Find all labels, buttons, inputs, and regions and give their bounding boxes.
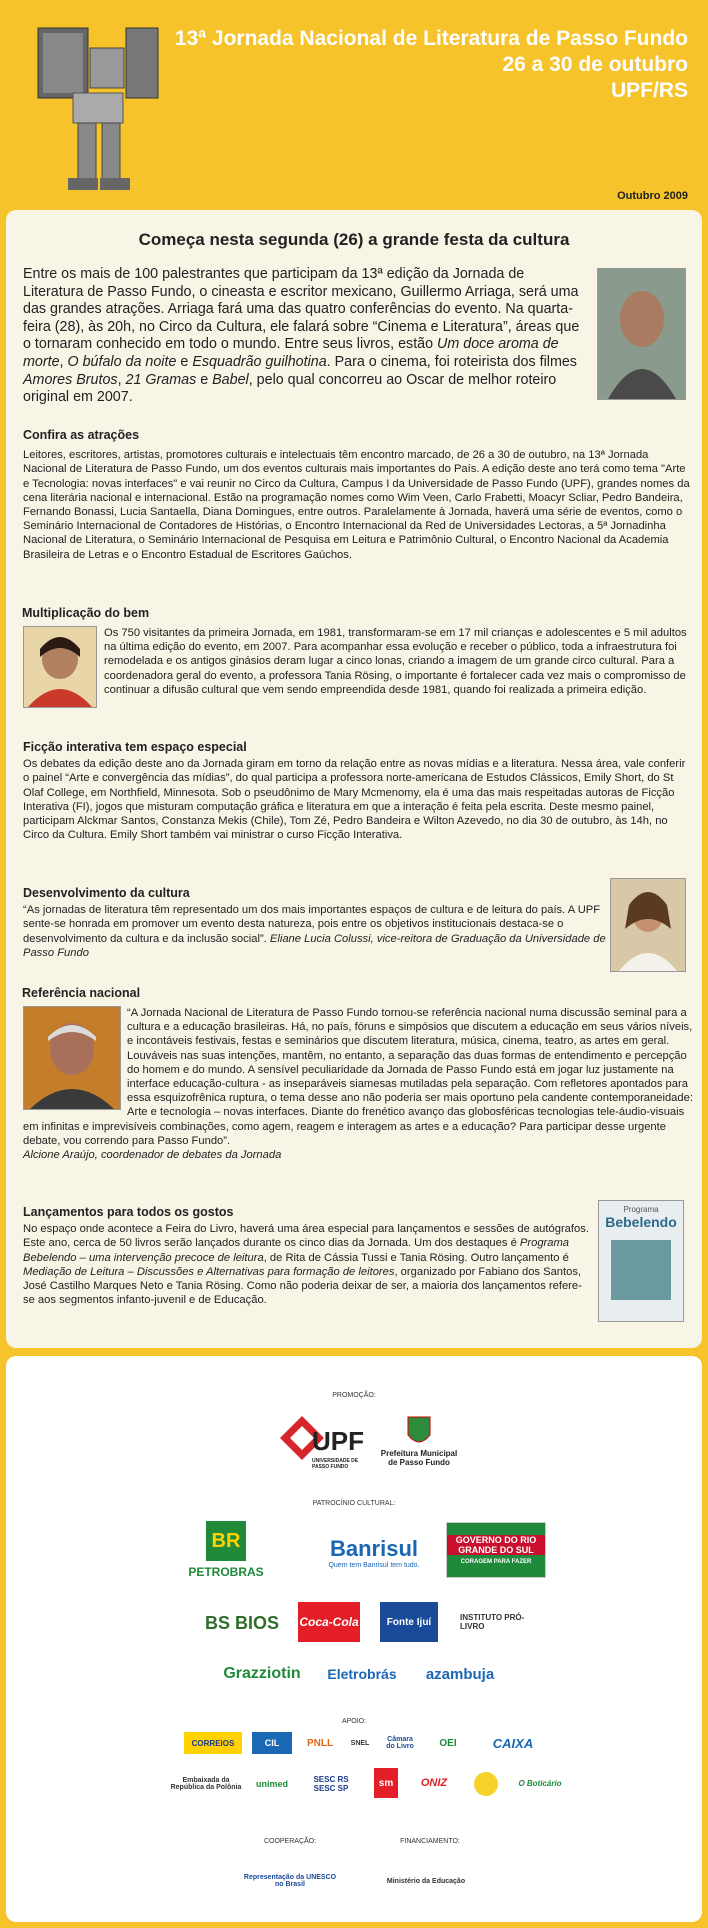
text-part: , de Rita de Cássia Tussi e Tania Rösing. Outro lançamento é (263, 1251, 569, 1264)
header-title-line1: 13ª Jornada Nacional de Literatura de Passo Fundo (174, 27, 688, 50)
banrisul-text: Banrisul (329, 1535, 419, 1561)
logo-boticario: O Boticário (518, 1778, 562, 1788)
section-desenvolvimento (23, 886, 608, 960)
governo-subtext: CORAGEM PARA FAZER (460, 1559, 532, 1565)
intro-sep: , pelo qual concorreu ao Oscar de melhor roteiro original em 2007. (23, 371, 557, 406)
petrobras-text: PETROBRAS (188, 1565, 264, 1579)
section-title: Multiplicação do bem (22, 606, 150, 620)
section-text (23, 1222, 593, 1307)
text-float-spacer (23, 1006, 127, 1116)
photo-tania-rosing (23, 626, 97, 708)
logo-correios: CORREIOS (184, 1732, 242, 1754)
book-cover-title: Bebelendo (605, 1214, 677, 1230)
logo-upf (278, 1414, 370, 1470)
logo-azambuja: azambuja (425, 1665, 495, 1683)
book-cover-label: Programa (623, 1205, 659, 1214)
logo-coca-cola: Coca-Cola (298, 1602, 360, 1642)
section-multiplicacao (22, 606, 692, 623)
intro-text (23, 266, 583, 407)
logo-oei: OEI (439, 1737, 457, 1749)
section-title: Ficção interativa tem espaço especial (23, 740, 247, 754)
quote-author: Alcione Araújo, coordenador de debates da Jornada (23, 1149, 282, 1162)
logo-pnll: PNLL (306, 1737, 334, 1749)
label-financiamento: FINANCIAMENTO: (400, 1838, 460, 1845)
header-title-line2: 26 a 30 de outubro (502, 53, 688, 76)
section-text: Os debates da edição deste ano da Jornada giram em torno da relação entre as novas mídias e a literatura. Nessa área, vale conferir o painel “Arte e convergência das mídias”, do qual participa a professora norte-americana de Estudos Clássicos, Emily Short, do St Olaf College, em Northfield, Minnesota. Sob o pseudônimo de Mary Mcmenomy, ela é uma das mais respeitadas autoras de Ficção Interativa (FI), jogos que misturam computação gráfica e literatura em que a interação é feita pela escrita. Deste mesmo painel, participam Alckmar Santos, Constanza Mekis (Chile), Tom Zé, Pedro Bandeira e Wilton Azevedo, no dia 30 de outubro, às 14h, no Circo da Cultura. Emily Short também vai ministrar o curso Ficção Interativa. (23, 758, 686, 842)
intro-sep: e (196, 371, 213, 388)
header-title-line3: UPF/RS (610, 79, 688, 102)
logo-unesco: Representação da UNESCO no Brasil (243, 1874, 337, 1888)
section-text: Os 750 visitantes da primeira Jornada, em 1981, transformaram-se em 17 mil crianças e adolescentes e 5 mil adultos na última edição do evento, em 2007. Para acompanhar essa evolução e receber o público, toda a infraestrutura foi remodelada e os antigos ginásios deram lugar a cinco lonas, criando a imagem de um grande circo cultural. Para a coordenadora geral do evento, a professora Tania Rösing, o importante é fortalecer cada vez mais o compromisso de continuar a difusão cultural que vem sendo empreendida desde 1981, quando foi realizada a primeira edição. (104, 627, 687, 696)
upf-subtext: UNIVERSIDADE DE PASSO FUNDO (312, 1458, 359, 1470)
logo-grazziotin: Grazziotin (223, 1665, 301, 1682)
logo-sm: sm (374, 1768, 398, 1798)
governo-text: GOVERNO DO RIO GRANDE DO SUL (447, 1535, 545, 1555)
logo-fonte-ijui: Fonte Ijuí (380, 1602, 438, 1642)
intro-book-title: O búfalo da noite (67, 353, 177, 370)
intro-film-title: Amores Brutos (23, 371, 118, 388)
section-title: Referência nacional (22, 986, 141, 1000)
sun-logo-icon (468, 1766, 504, 1802)
content-panel (6, 210, 702, 1348)
intro-film-title: Babel (212, 371, 249, 388)
logo-unimed: unimed (255, 1779, 288, 1789)
text-part: , organizado por Fabiano dos Santos, José Castilho Marques Neto e Tania Rösing. Como não poderia deixar de ser, a maioria dos lançamentos refere-se aos segmentos infanto-juvenil e de Educação. (23, 1265, 582, 1307)
intro-book-title: Um doce aroma de morte (23, 336, 559, 370)
logo-bsbios: BS BIOS (204, 1612, 279, 1633)
logo-oniz: ONIZ (420, 1777, 448, 1789)
header-date: Outubro 2009 (617, 190, 688, 202)
robot-illustration (18, 18, 168, 198)
text-part: No espaço onde acontece a Feira do Livro, haverá uma área especial para lançamentos e sessões de autógrafos. Este ano, cerca de 50 livros serão lançados durante os cinco dias da Jornada. Um dos destaques é (23, 1223, 589, 1250)
header (0, 0, 708, 208)
intro-sep: , (117, 371, 126, 388)
main-title: Começa nesta segunda (26) a grande festa da cultura (138, 230, 570, 249)
section-text-wrap (23, 1006, 693, 1162)
intro-sep: e (176, 353, 193, 370)
logo-prefeitura (378, 1408, 460, 1474)
banrisul-subtext: Quem tem Banrisul tem tudo. (328, 1561, 420, 1569)
photo-guillermo-arriaga (597, 268, 686, 400)
logo-governo-rs (446, 1522, 546, 1578)
section-atracoes (23, 428, 693, 562)
coat-of-arms-icon (406, 1415, 432, 1449)
label-patrocinio: PATROCÍNIO CULTURAL: (312, 1500, 396, 1507)
section-ficcao (23, 740, 693, 842)
label-promocao: PROMOÇÃO: (332, 1392, 376, 1399)
logo-cil: CIL (252, 1732, 292, 1754)
book-title: Programa Bebelendo – uma intervenção precoce de leitura (23, 1237, 570, 1264)
logo-petrobras (188, 1518, 264, 1582)
intro-part: Entre os mais de 100 palestrantes que participam da 13ª edição da Jornada de Literatura de Passo Fundo, o cineasta e escritor mexicano, Guillermo Arriaga, será uma das grandes atrações. Arriaga fará uma das quatro conferências do evento. Na quarta-feira (28), às 20h, no Circo da Cultura, ele falará sobre “Cinema e Literatura”, áreas que o tornaram conhecido em todo o mundo. Entre seus livros, estão (23, 266, 580, 353)
logo-instituto-pro-livro: INSTITUTO PRÓ-LIVRO (460, 1613, 525, 1631)
sponsors-panel (6, 1356, 702, 1922)
intro-film-title: 21 Gramas (125, 371, 197, 388)
quote-text: “As jornadas de literatura têm representado um dos mais importantes espaços de cultura e de leitura do país. A UPF sente-se honrada em promover um evento desta natureza, pois entre os objetivos institucionais destaca-se o desenvolvimento da cultura e da inclusão social”. (23, 904, 601, 945)
logo-financiamento: Ministério da Educação (386, 1877, 466, 1885)
intro-sep: , (59, 353, 68, 370)
logo-caixa: CAIXA (492, 1735, 534, 1751)
intro-book-title: Esquadrão guilhotina (192, 353, 327, 370)
book-cover-image (611, 1240, 671, 1300)
section-title: Desenvolvimento da cultura (23, 886, 190, 900)
section-referencia (22, 986, 692, 1003)
logo-snel: SNEL (350, 1739, 370, 1747)
intro-sep: . Para o cinema, foi roteirista dos filmes (326, 353, 577, 370)
section-title: Confira as atrações (23, 428, 140, 442)
prefeitura-text: Prefeitura Municipal de Passo Fundo (380, 1449, 458, 1467)
section-text (23, 903, 608, 960)
book-cover-bebelendo (598, 1200, 684, 1322)
section-title: Lançamentos para todos os gostos (23, 1205, 234, 1219)
quote-author: Eliane Lucia Colussi, vice-reitora de Graduação da Universidade de Passo Fundo (23, 932, 606, 959)
section-lancamentos (23, 1205, 593, 1307)
section-text: Leitores, escritores, artistas, promotores culturais e intelectuais têm encontro marcado, de 26 a 30 de outubro, na 13ª Jornada Nacional de Literatura de Passo Fundo, um dos eventos culturais mais importantes do País. A edição deste ano terá como tema "Arte e Tecnologia: novas interfaces" e vai reunir no Circo da Cultura, Campus I da Universidade de Passo Fundo (UPF), grandes nomes da cena literária nacional e internacional. Estão na programação nomes como Wim Veen, Carlo Frabetti, Moacyr Scliar, Pedro Bandeira, Fernando Bonassi, Lucia Santaella, Diana Domingues, entre outros. Paralelamente à Jornada, haverá uma série de eventos, como o Seminário Internacional de Contadores de Histórias, o Encontro Internacional da Red de Universidades Lectoras, a 5ª Jornadinha Nacional de Literatura, o Seminário Internacional de Pesquisa em Leitura e Patrimônio Cultural, o Encontro Nacional da Academia Brasileira de Letras e o Encontro Estadual de Escritores Gaúchos. (23, 449, 690, 561)
logo-camara-livro: Câmara do Livro (386, 1736, 414, 1750)
label-apoio: APOIO: (341, 1718, 367, 1725)
quote-text: “A Jornada Nacional de Literatura de Passo Fundo tornou-se referência nacional numa discussão seminal para a cultura e a educação brasileiras. Há, no país, fóruns e simpósios que discutem a educação em seus vários níveis, e incontáveis festivais, festas e seminários que discutem literatura, música, cinema, teatro, as artes em geral. Louváveis nas suas intenções, mantêm, no entanto, a separação das duas formas de entendimento e percepção do homem e do mundo. A sensível peculiaridade da Jornada de Passo Fundo está em jogar luz justamente na interface educação-cultura - as inseparáveis siamesas mutiladas pela separação. Com refletores apontados para essa esquizofrênica ruptura, o tema desse ano não poderia ser mais oportuno pela candente contemporaneidade: Arte e tecnologia – novas interfaces. Diante do frenético avanço das globosféricas tecnologias tele-áudio-visuais em infinitas e imprevisíveis combinações, como agem, reagem e interagem as artes e a educação? Para participar desse urgente debate, vou correndo para Passo Fundo”. (23, 1007, 693, 1147)
br-icon: BR (206, 1521, 246, 1561)
logo-eletrobras: Eletrobrás (327, 1666, 397, 1682)
photo-eliane-colussi (610, 878, 686, 972)
book-title: Mediação de Leitura – Discussões e Alternativas para formação de leitores (23, 1265, 395, 1278)
header-title (175, 26, 688, 104)
upf-text: UPF (312, 1426, 364, 1456)
logo-banrisul (312, 1532, 436, 1572)
label-cooperacao: COOPERAÇÃO: (263, 1838, 317, 1845)
logo-sesc: SESC RS SESC SP (313, 1775, 349, 1793)
logo-embaixada-polonia: Embaixada da República da Polônia (170, 1777, 242, 1791)
